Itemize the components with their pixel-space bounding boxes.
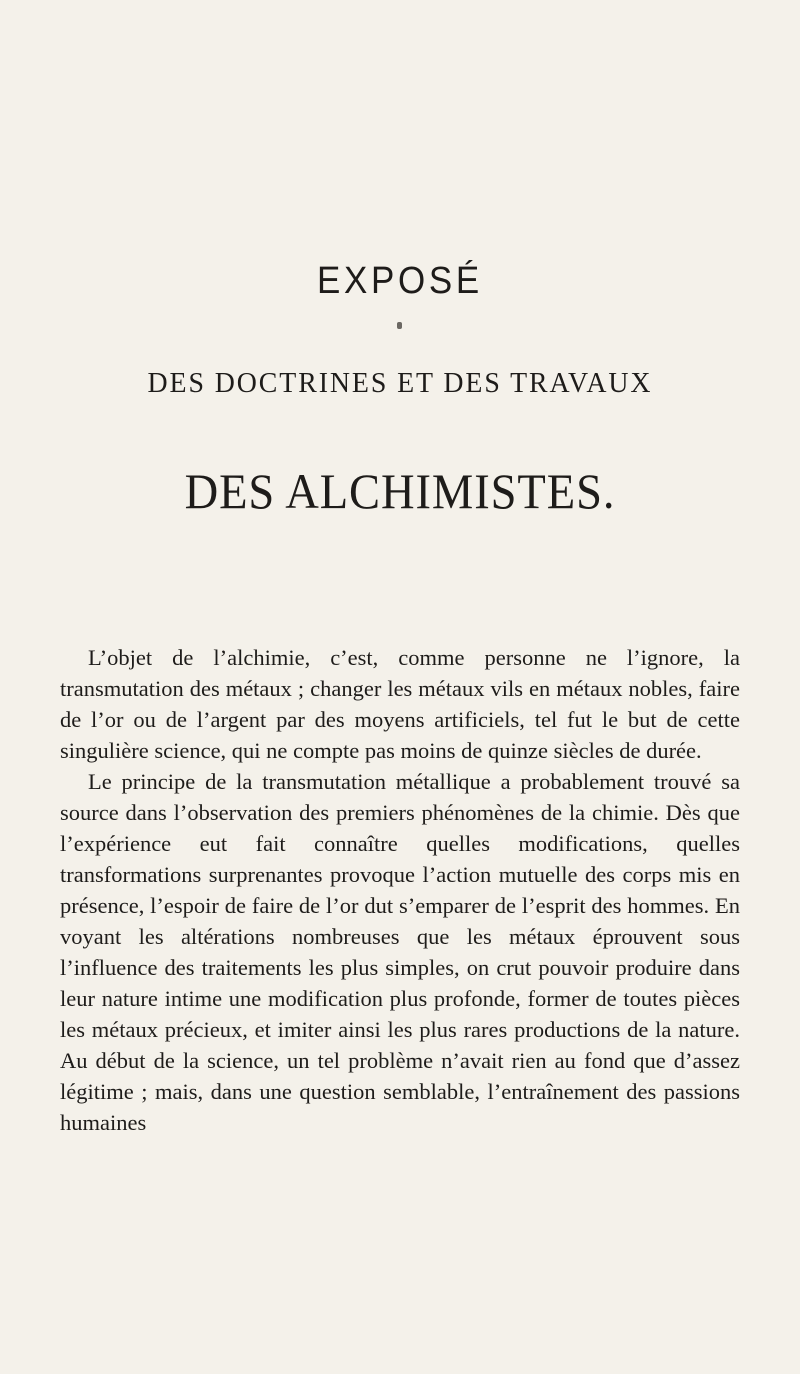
ornament-dot (397, 322, 402, 329)
title-subheading: DES DOCTRINES ET DES TRAVAUX (147, 367, 653, 399)
title-alchimistes: DES ALCHIMISTES. (184, 463, 616, 519)
paragraph-1: L’objet de l’alchimie, c’est, comme personne ne l’ignore, la transmutation des métaux ; changer les métaux vils en métaux nobles, faire de l’or ou de l’argent par des moyens artificiels, tel fut le but de cette singulière science, qui ne compte pas moins de quinze siècles de durée. (60, 645, 740, 763)
body-text (60, 642, 740, 1138)
title-expose: EXPOSÉ (317, 260, 483, 302)
paragraph-2: Le principe de la transmutation métallique a probablement trouvé sa source dans l’observation des premiers phénomènes de la chimie. Dès que l’expérience eut fait connaître quelles modifications, quelles transformations surprenantes provoque l’action mutuelle des corps mis en présence, l’espoir de faire de l’or dut s’emparer de l’esprit des hommes. En voyant les altérations nombreuses que les métaux éprouvent sous l’influence des traitements les plus simples, on crut pouvoir produire dans leur nature intime une modification plus profonde, former de toutes pièces les métaux précieux, et imiter ainsi les plus rares productions de la nature. Au début de la science, un tel problème n’avait rien au fond que d’assez légitime ; mais, dans une question semblable, l’entraînement des passions humaines (60, 769, 740, 1135)
